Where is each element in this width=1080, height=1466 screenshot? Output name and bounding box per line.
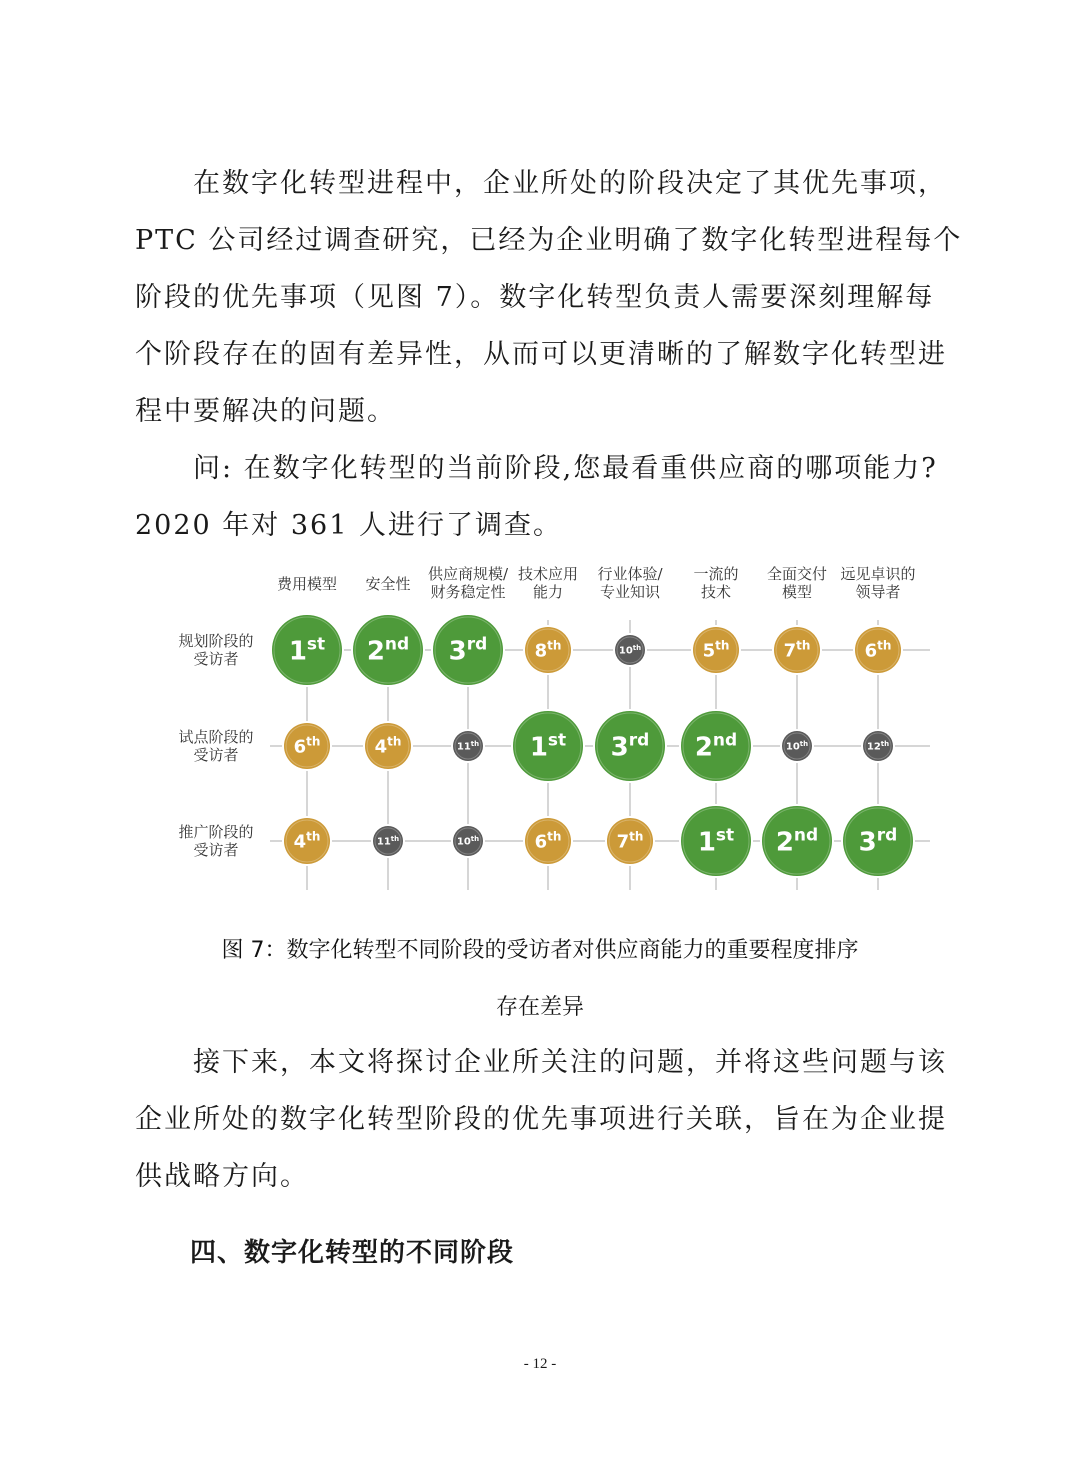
- rank-label: 11th: [376, 834, 400, 848]
- figure-caption: 图 7：数字化转型不同阶段的受访者对供应商能力的重要程度排序: [221, 938, 859, 963]
- survey-question: [135, 440, 1005, 497]
- paragraph-line: 供战略方向。: [135, 1161, 309, 1192]
- column-header: 供应商规模/: [427, 565, 509, 583]
- column-header: 安全性: [365, 575, 411, 593]
- column-header: 全面交付: [766, 565, 828, 583]
- column-header: 行业体验/: [597, 565, 663, 583]
- column-header: 费用模型: [276, 575, 338, 593]
- column-header: 技术应用: [517, 565, 579, 583]
- rank-label: 5th: [702, 638, 730, 662]
- rank-label: 6th: [293, 734, 321, 758]
- closing-paragraph: [135, 1034, 1005, 1091]
- rank-label: 1st: [288, 634, 326, 667]
- rank-label: 3rd: [610, 730, 650, 763]
- paragraph-line: 问: 在数字化转型的当前阶段,您最看重供应商的哪项能力?: [193, 453, 938, 484]
- row-label: 试点阶段的: [178, 728, 254, 746]
- rank-label: 2nd: [694, 730, 738, 763]
- rank-label: 12th: [866, 739, 890, 753]
- paragraph-line: 阶段的优先事项（见图 7）。数字化转型负责人需要深刻理解每: [135, 282, 935, 313]
- closing-paragraph-continued: [135, 1091, 947, 1205]
- rank-label: 8th: [534, 638, 562, 662]
- paragraph-line: 企业所处的数字化转型阶段的优先事项进行关联，旨在为企业提: [135, 1104, 947, 1135]
- row-label: 规划阶段的: [178, 632, 254, 650]
- rank-label: 7th: [783, 638, 811, 662]
- column-header: 财务稳定性: [430, 583, 506, 601]
- paragraph-line: 在数字化转型进程中，企业所处的阶段决定了其优先事项，: [193, 168, 947, 199]
- rank-label: 3rd: [448, 634, 488, 667]
- paragraph-line: 程中要解决的问题。: [135, 396, 396, 427]
- column-header: 一流的: [693, 565, 739, 583]
- rank-label: 4th: [374, 734, 402, 758]
- rank-label: 6th: [534, 829, 562, 853]
- rank-label: 1st: [529, 730, 567, 763]
- intro-paragraph: [135, 155, 1005, 212]
- survey-note: [135, 497, 947, 554]
- row-label: 受访者: [193, 841, 239, 859]
- rank-label: 11th: [456, 739, 480, 753]
- rank-label: 3rd: [858, 825, 898, 858]
- row-label: 受访者: [193, 746, 239, 764]
- column-header: 模型: [781, 583, 813, 601]
- rank-label: 2nd: [366, 634, 410, 667]
- rank-label: 10th: [618, 643, 642, 657]
- rank-label: 6th: [864, 638, 892, 662]
- rank-label: 7th: [616, 829, 644, 853]
- column-header: 能力: [532, 583, 564, 601]
- figure-caption-continued: 存在差异: [495, 995, 584, 1020]
- paragraph-line: 个阶段存在的固有差异性，从而可以更清晰的了解数字化转型进: [135, 339, 947, 370]
- paragraph-line: 2020 年对 361 人进行了调查。: [135, 510, 562, 541]
- rank-label: 4th: [293, 829, 321, 853]
- rank-label: 10th: [785, 739, 809, 753]
- column-header: 远见卓识的: [840, 565, 916, 583]
- intro-paragraph-continued: [135, 212, 963, 440]
- section-heading: 四、数字化转型的不同阶段: [190, 1238, 515, 1268]
- row-label: 受访者: [193, 650, 239, 668]
- ranking-chart: [160, 555, 940, 895]
- rank-label: 1st: [697, 825, 735, 858]
- column-header: 专业知识: [599, 583, 661, 601]
- column-header: 技术: [700, 583, 732, 601]
- column-header: 领导者: [855, 583, 901, 601]
- page-number: - 12 -: [523, 1356, 557, 1372]
- paragraph-line: PTC 公司经过调查研究，已经为企业明确了数字化转型进程每个: [135, 225, 963, 256]
- paragraph-line: 接下来，本文将探讨企业所关注的问题，并将这些问题与该: [193, 1047, 947, 1078]
- rank-label: 10th: [456, 834, 480, 848]
- rank-label: 2nd: [775, 825, 819, 858]
- row-label: 推广阶段的: [178, 823, 254, 841]
